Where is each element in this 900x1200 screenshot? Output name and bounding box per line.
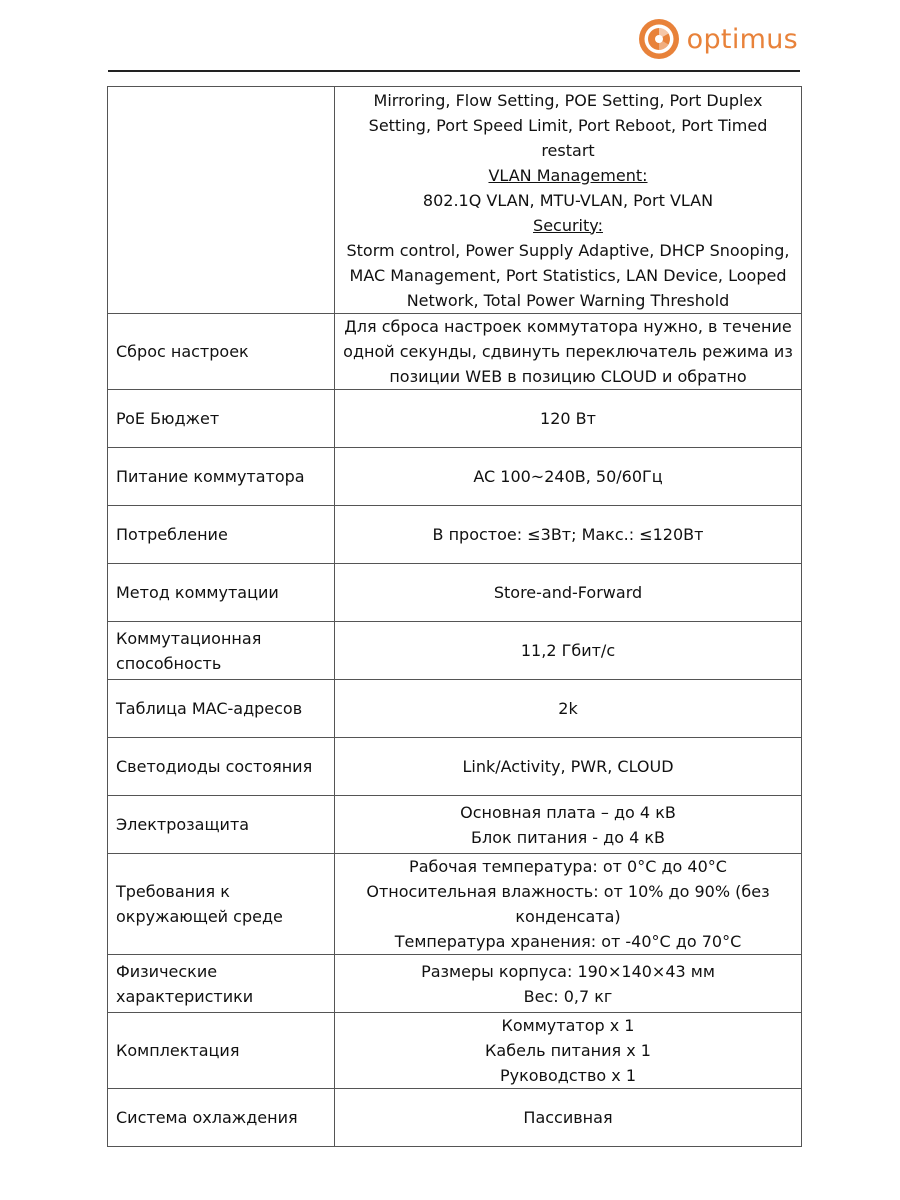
table-row: [108, 955, 802, 1013]
row-value: [335, 314, 802, 390]
row-value: [335, 738, 802, 796]
table-row: [108, 1013, 802, 1089]
row-key: Комплектация: [108, 1013, 335, 1089]
row-key: Таблица MAC-адресов: [108, 680, 335, 738]
value-line: Коммутатор x 1: [501, 1016, 635, 1035]
value-line: Пассивная: [523, 1108, 613, 1127]
value-line: Размеры корпуса: 190×140×43 мм: [421, 961, 715, 981]
row-key: Сброс настроек: [108, 314, 335, 390]
section-heading: VLAN Management:: [488, 165, 648, 185]
row-value: [335, 87, 802, 314]
value-line: Кабель питания x 1: [485, 1041, 651, 1060]
value-line: конденсата): [515, 907, 621, 926]
row-value: [335, 622, 802, 680]
value-line: В простое: ≤3Вт; Макс.: ≤120Вт: [432, 525, 704, 544]
value-line: Температура хранения: от -40°C до 70°C: [394, 932, 742, 951]
table-row: [108, 1089, 802, 1147]
row-value: [335, 680, 802, 738]
row-key: [108, 87, 335, 314]
row-value: [335, 448, 802, 506]
value-line: AC 100~240В, 50/60Гц: [473, 467, 663, 486]
value-line: одной секунды, сдвинуть переключатель режима из: [343, 342, 793, 361]
value-line: Storm control, Power Supply Adaptive, DHCP Snooping,: [346, 240, 790, 260]
table-row: [108, 738, 802, 796]
value-line: Network, Total Power Warning Threshold: [406, 290, 730, 310]
table-row: [108, 680, 802, 738]
table-row: [108, 390, 802, 448]
value-line: 2k: [558, 699, 578, 718]
table-row: [108, 796, 802, 854]
value-line: позиции WEB в позицию CLOUD и обратно: [389, 367, 747, 386]
row-value: [335, 390, 802, 448]
value-line: Рабочая температура: от 0°C до 40°C: [409, 857, 727, 876]
row-key: Светодиоды состояния: [108, 738, 335, 796]
value-line: Относительная влажность: от 10% до 90% (без: [366, 882, 770, 901]
spec-table: [107, 86, 802, 1147]
row-key: Физические характеристики: [108, 955, 335, 1013]
row-value: [335, 506, 802, 564]
row-key: Электрозащита: [108, 796, 335, 854]
row-key: PoE Бюджет: [108, 390, 335, 448]
brand-logo: [637, 17, 798, 61]
value-line: Руководство x 1: [499, 1066, 636, 1085]
optimus-aperture-logo-icon: [637, 17, 681, 61]
table-row: [108, 87, 802, 314]
row-value: [335, 955, 802, 1013]
value-line: Store-and-Forward: [493, 583, 643, 602]
table-row: [108, 506, 802, 564]
row-key: Система охлаждения: [108, 1089, 335, 1147]
value-line: Основная плата – до 4 кВ: [460, 802, 676, 822]
value-line: restart: [541, 140, 595, 160]
table-row: [108, 448, 802, 506]
table-row: [108, 564, 802, 622]
row-value: [335, 854, 802, 955]
row-key: Коммутационная способность: [108, 622, 335, 680]
section-heading: Security:: [533, 215, 603, 235]
value-line: 11,2 Гбит/с: [520, 641, 616, 660]
row-key: Требования к окружающей среде: [108, 854, 335, 955]
value-line: Блок питания - до 4 кВ: [471, 827, 665, 847]
value-line: Вес: 0,7 кг: [523, 986, 613, 1006]
row-key: Потребление: [108, 506, 335, 564]
row-value: [335, 796, 802, 854]
value-line: 802.1Q VLAN, MTU-VLAN, Port VLAN: [422, 190, 714, 210]
value-line: MAC Management, Port Statistics, LAN Device, Looped: [349, 265, 787, 285]
table-row: [108, 854, 802, 955]
page-header: [108, 0, 800, 72]
row-value: [335, 564, 802, 622]
value-line: 120 Вт: [540, 409, 596, 428]
value-line: Mirroring, Flow Setting, POE Setting, Port Duplex: [373, 90, 763, 110]
value-line: Setting, Port Speed Limit, Port Reboot, Port Timed: [368, 115, 768, 135]
row-value: [335, 1013, 802, 1089]
table-row: [108, 314, 802, 390]
value-line: Link/Activity, PWR, CLOUD: [462, 757, 674, 776]
brand-name: optimus: [686, 23, 798, 55]
row-key: Питание коммутатора: [108, 448, 335, 506]
row-key: Метод коммутации: [108, 564, 335, 622]
row-value: [335, 1089, 802, 1147]
value-line: Для сброса настроек коммутатора нужно, в течение: [344, 317, 792, 336]
table-row: [108, 622, 802, 680]
